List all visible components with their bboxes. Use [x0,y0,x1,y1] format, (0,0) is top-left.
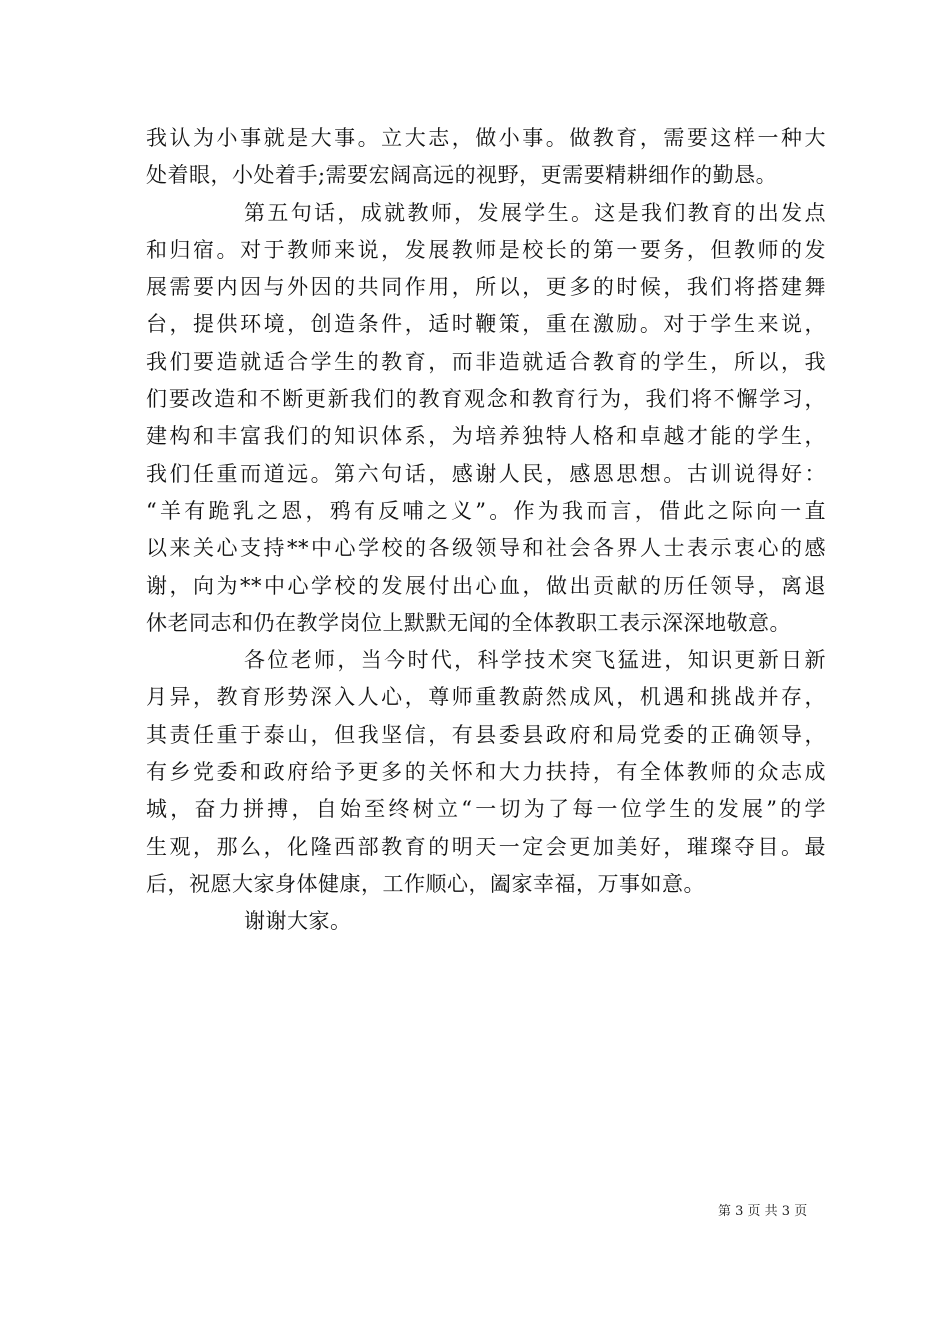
text-line: “羊有跪乳之恩，鸦有反哺之义”。作为我而言，借此之际向一直 [146,498,826,523]
text-line: 展需要内因与外因的共同作用，所以，更多的时候，我们将搭建舞 [146,275,826,300]
text-line: 生观，那么，化隆西部教育的明天一定会更加美好，璀璨夺目。最 [146,834,826,859]
text-line: 休老同志和仍在教学岗位上默默无闻的全体教职工表示深深地敬意。 [146,610,791,635]
text-line: 后，祝愿大家身体健康，工作顺心，阖家幸福，万事如意。 [146,871,705,896]
text-line: 我们要造就适合学生的教育，而非造就适合教育的学生，所以，我 [146,349,826,374]
text-line: 其责任重于泰山，但我坚信，有县委县政府和局党委的正确领导， [146,722,826,747]
text-line: 我认为小事就是大事。立大志，做小事。做教育，需要这样一种大 [146,126,826,150]
page-number-footer: 第 3 页 共 3 页 [718,1204,808,1219]
text-line: 们要改造和不断更新我们的教育观念和教育行为，我们将不懈学习， [146,387,826,412]
text-line: 以来关心支持**中心学校的各级领导和社会各界人士表示衷心的感 [146,536,826,561]
text-line: 我们任重而道远。第六句话，感谢人民，感恩思想。古训说得好： [146,461,826,486]
text-line: 和归宿。对于教师来说，发展教师是校长的第一要务，但教师的发 [146,237,826,262]
text-line: 台，提供环境，创造条件，适时鞭策，重在激励。对于学生来说， [146,312,826,337]
text-line: 各位老师，当今时代，科学技术突飞猛进，知识更新日新 [244,648,826,673]
text-line: 第五句话，成就教师，发展学生。这是我们教育的出发点 [244,200,826,225]
document-body [146,120,826,941]
text-line: 谢，向为**中心学校的发展付出心血，做出贡献的历任领导，离退 [146,573,826,598]
text-line: 谢谢大家。 [244,909,352,934]
text-line: 城，奋力拼搏，自始至终树立“一切为了每一位学生的发展”的学 [146,797,826,822]
text-line: 处着眼，小处着手;需要宏阔高远的视野，更需要精耕细作的勤恳。 [146,163,778,188]
text-line: 有乡党委和政府给予更多的关怀和大力扶持，有全体教师的众志成 [146,760,826,785]
text-line: 建构和丰富我们的知识体系，为培养独特人格和卓越才能的学生， [146,424,826,449]
text-line: 月异，教育形势深入人心，尊师重教蔚然成风，机遇和挑战并存， [146,685,826,710]
